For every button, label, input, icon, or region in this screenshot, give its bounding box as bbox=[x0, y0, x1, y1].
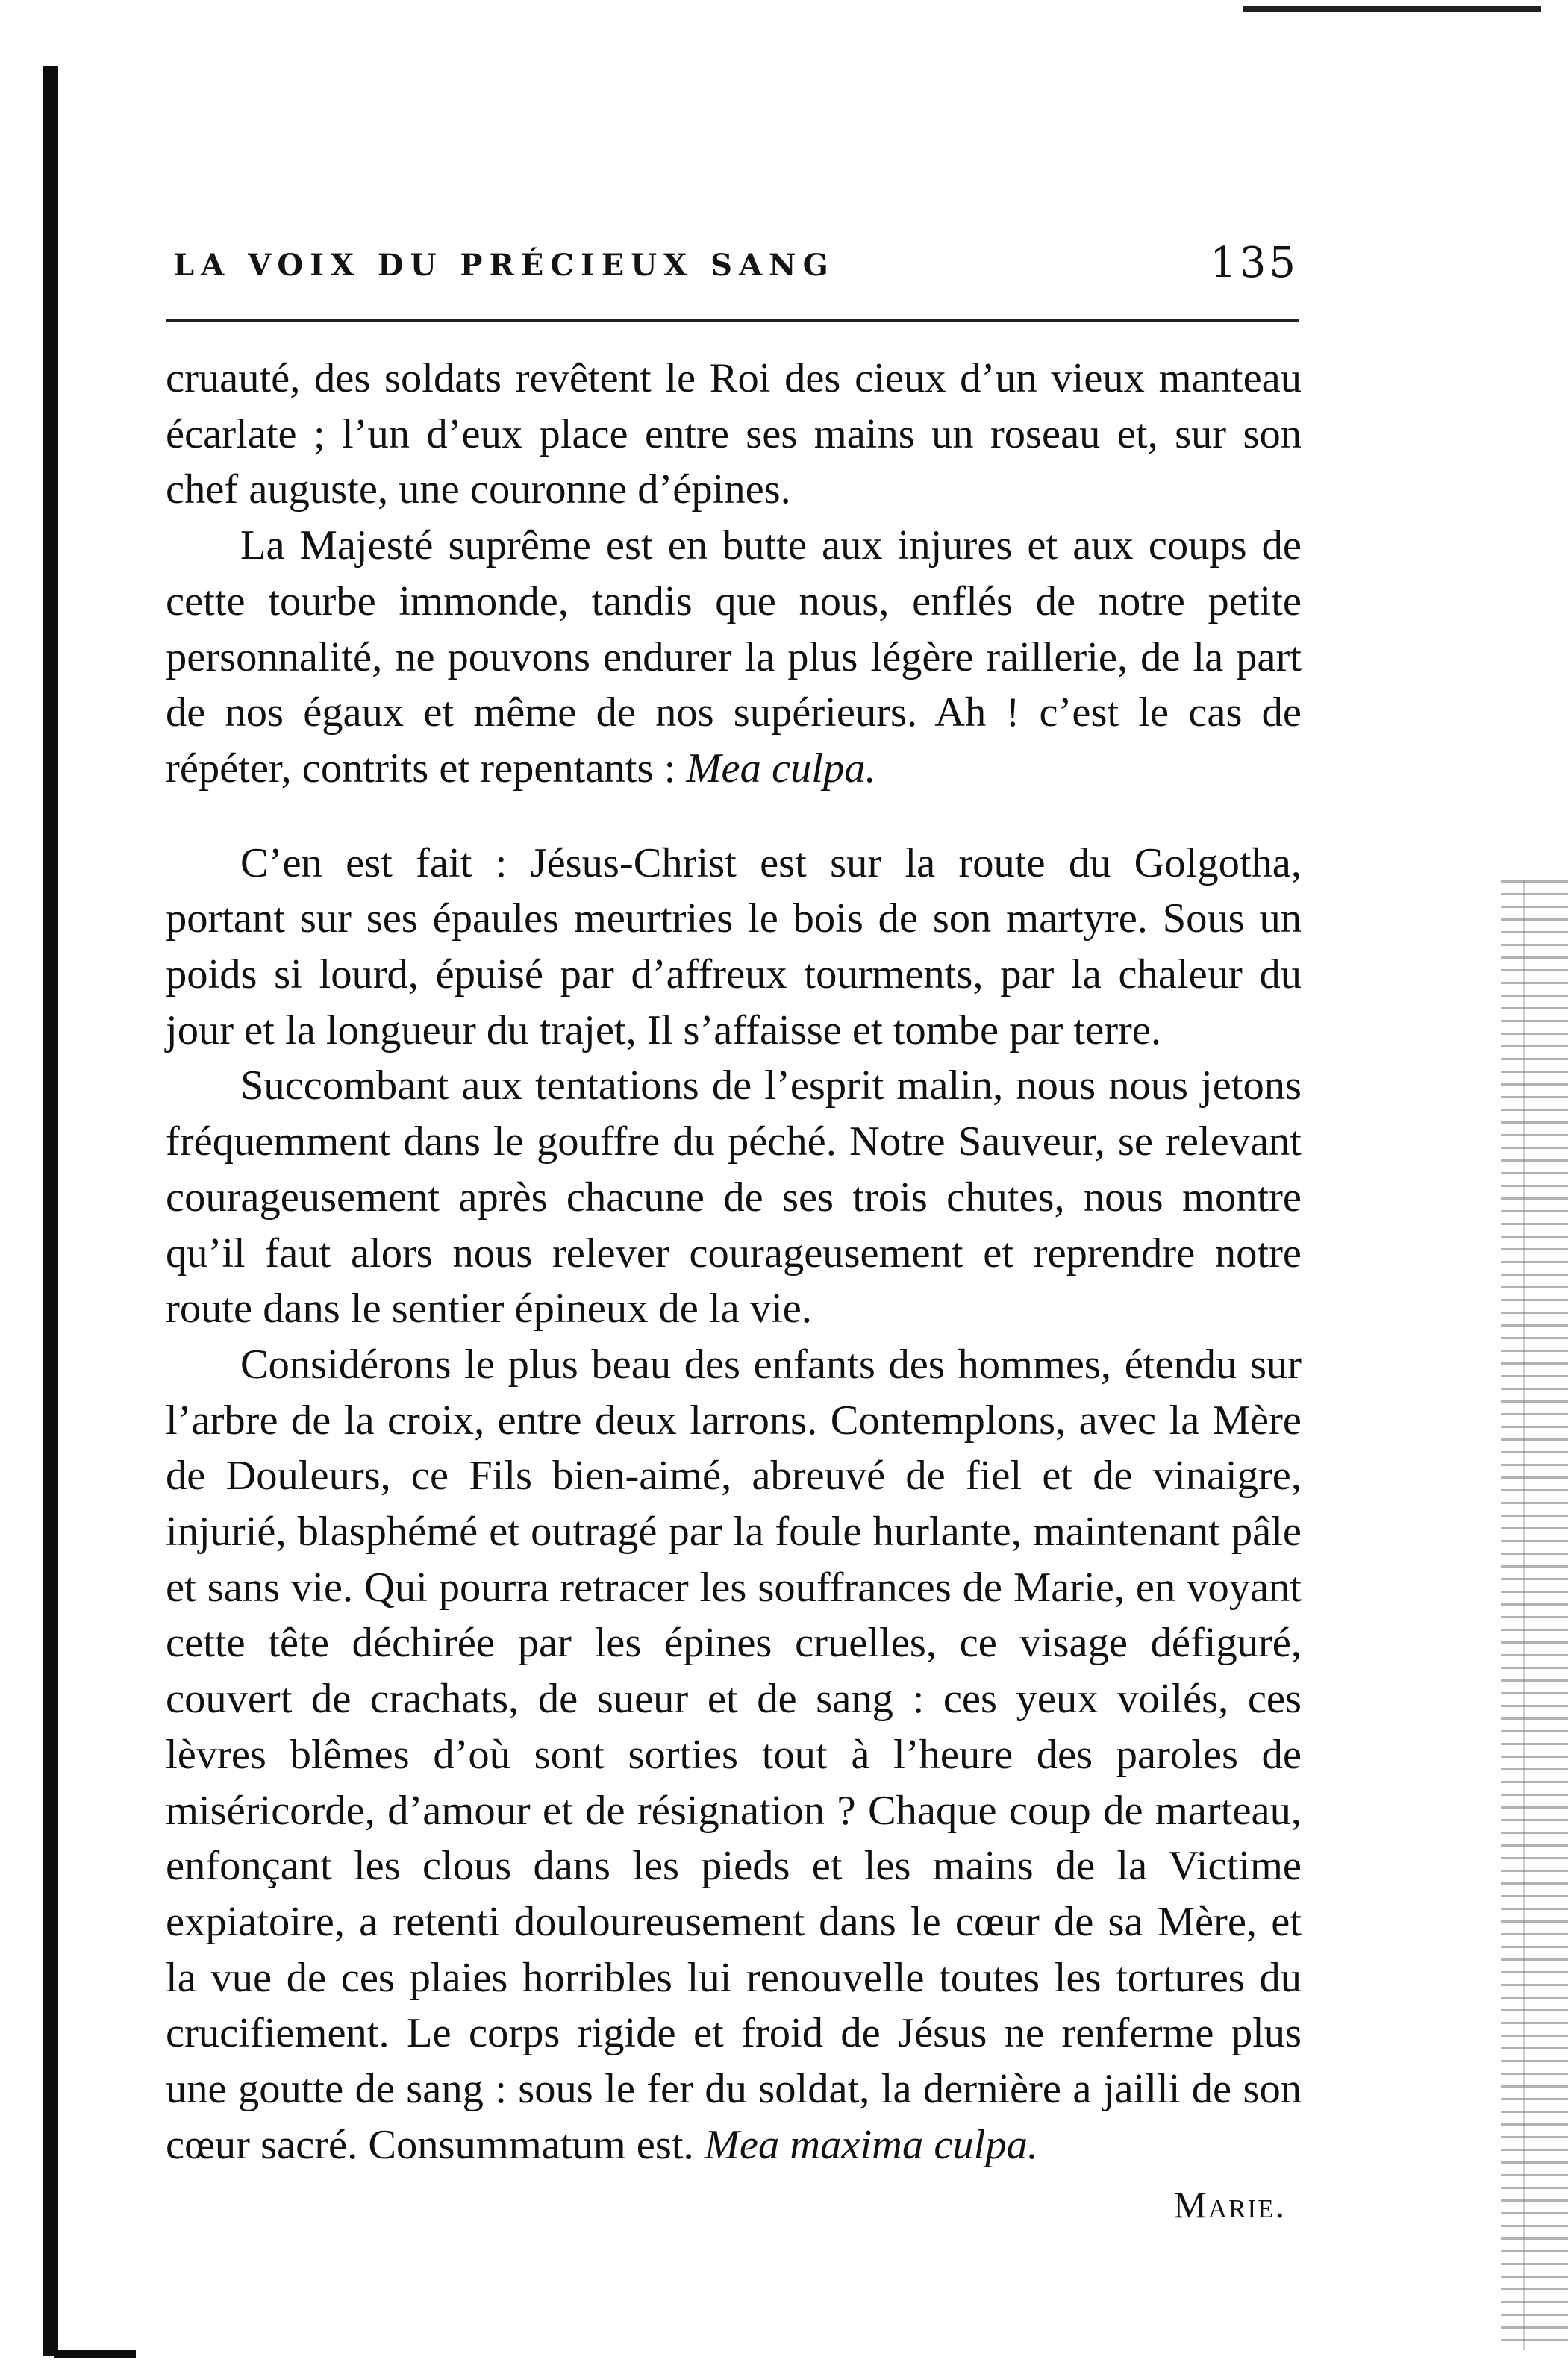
paragraph-2-latin: Mea culpa. bbox=[686, 745, 876, 792]
paragraph-1: cruauté, des soldats revêtent le Roi des cieux d’un vieux manteau écarlate ; l’un d’eux place entre ses mains un roseau et, sur son chef auguste, une couronne d’épines. bbox=[166, 355, 1302, 513]
scan-margin-specks bbox=[1501, 880, 1568, 2350]
paragraph-3: C’en est fait : Jésus-Christ est sur la route du Golgotha, portant sur ses épaules meurtries le bois de son martyre. Sous un poids si lourd, épuisé par d’affreux tourments, par la chaleur du jour et la longueur du trajet, Il s’affaisse et tombe par terre. bbox=[166, 839, 1302, 1053]
paragraph-5-latin: Mea maxima culpa. bbox=[704, 2121, 1038, 2168]
paragraph-5-text: Considérons le plus beau des enfants des hommes, étendu sur l’arbre de la croix, entre deux larrons. Contemplons, avec la Mère de Douleurs, ce Fils bien-aimé, abreuvé de fiel et de vinaigre, injurié, blasphémé et outragé par la foule hurlante, maintenant pâle et sans vie. Qui pourra retracer les souffrances de Marie, en voyant cette tête déchirée par les épines cruelles, ce visage défiguré, couvert de crachats, de sueur et de sang : ces yeux voilés, ces lèvres blêmes d’où sont sorties tout à l’heure des paroles de miséricorde, d’amour et de résignation ? Chaque coup de marteau, enfonçant les clous dans les pieds et les mains de la Victime expiatoire, a retenti douloureusement dans le cœur de sa Mère, et la vue de ces plaies horribles lui renouvelle toutes les tortures du crucifiement. Le corps rigide et froid de Jésus ne renferme plus une goutte de sang : sous le fer du soldat, la dernière a jailli de son cœur sacré. Consummatum est. bbox=[166, 1341, 1302, 2168]
body-text bbox=[166, 351, 1302, 2173]
paragraph-4: Succombant aux tentations de l’esprit malin, nous nous jetons fréquemment dans le gouffre du péché. Notre Sauveur, se relevant courageusement après chacune de ses trois chutes, nous montre qu’il faut alors nous relever courageusement et reprendre notre route dans le sentier épineux de la vie. bbox=[166, 1062, 1302, 1333]
running-head: LA VOIX DU PRÉCIEUX SANG bbox=[173, 248, 835, 283]
paragraph-2-text: La Majesté suprême est en butte aux injures et aux coups de cette tourbe immonde, tandis que nous, enflés de notre petite personnalité, ne pouvons endurer la plus légère raillerie, de la part de nos égaux et même de nos supérieurs. Ah ! c’est le cas de répéter, contrits et repentants : bbox=[166, 522, 1302, 792]
scan-left-edge-foot bbox=[54, 2350, 136, 2358]
page-number: 135 bbox=[1210, 239, 1299, 287]
header-rule bbox=[166, 319, 1299, 322]
paragraph-2 bbox=[166, 518, 1302, 797]
page-header bbox=[173, 239, 1299, 303]
paragraph-5 bbox=[166, 1337, 1302, 2173]
scan-top-rule bbox=[1243, 6, 1541, 12]
signature: Marie. bbox=[1173, 2184, 1286, 2226]
scan-left-edge bbox=[43, 66, 58, 2356]
